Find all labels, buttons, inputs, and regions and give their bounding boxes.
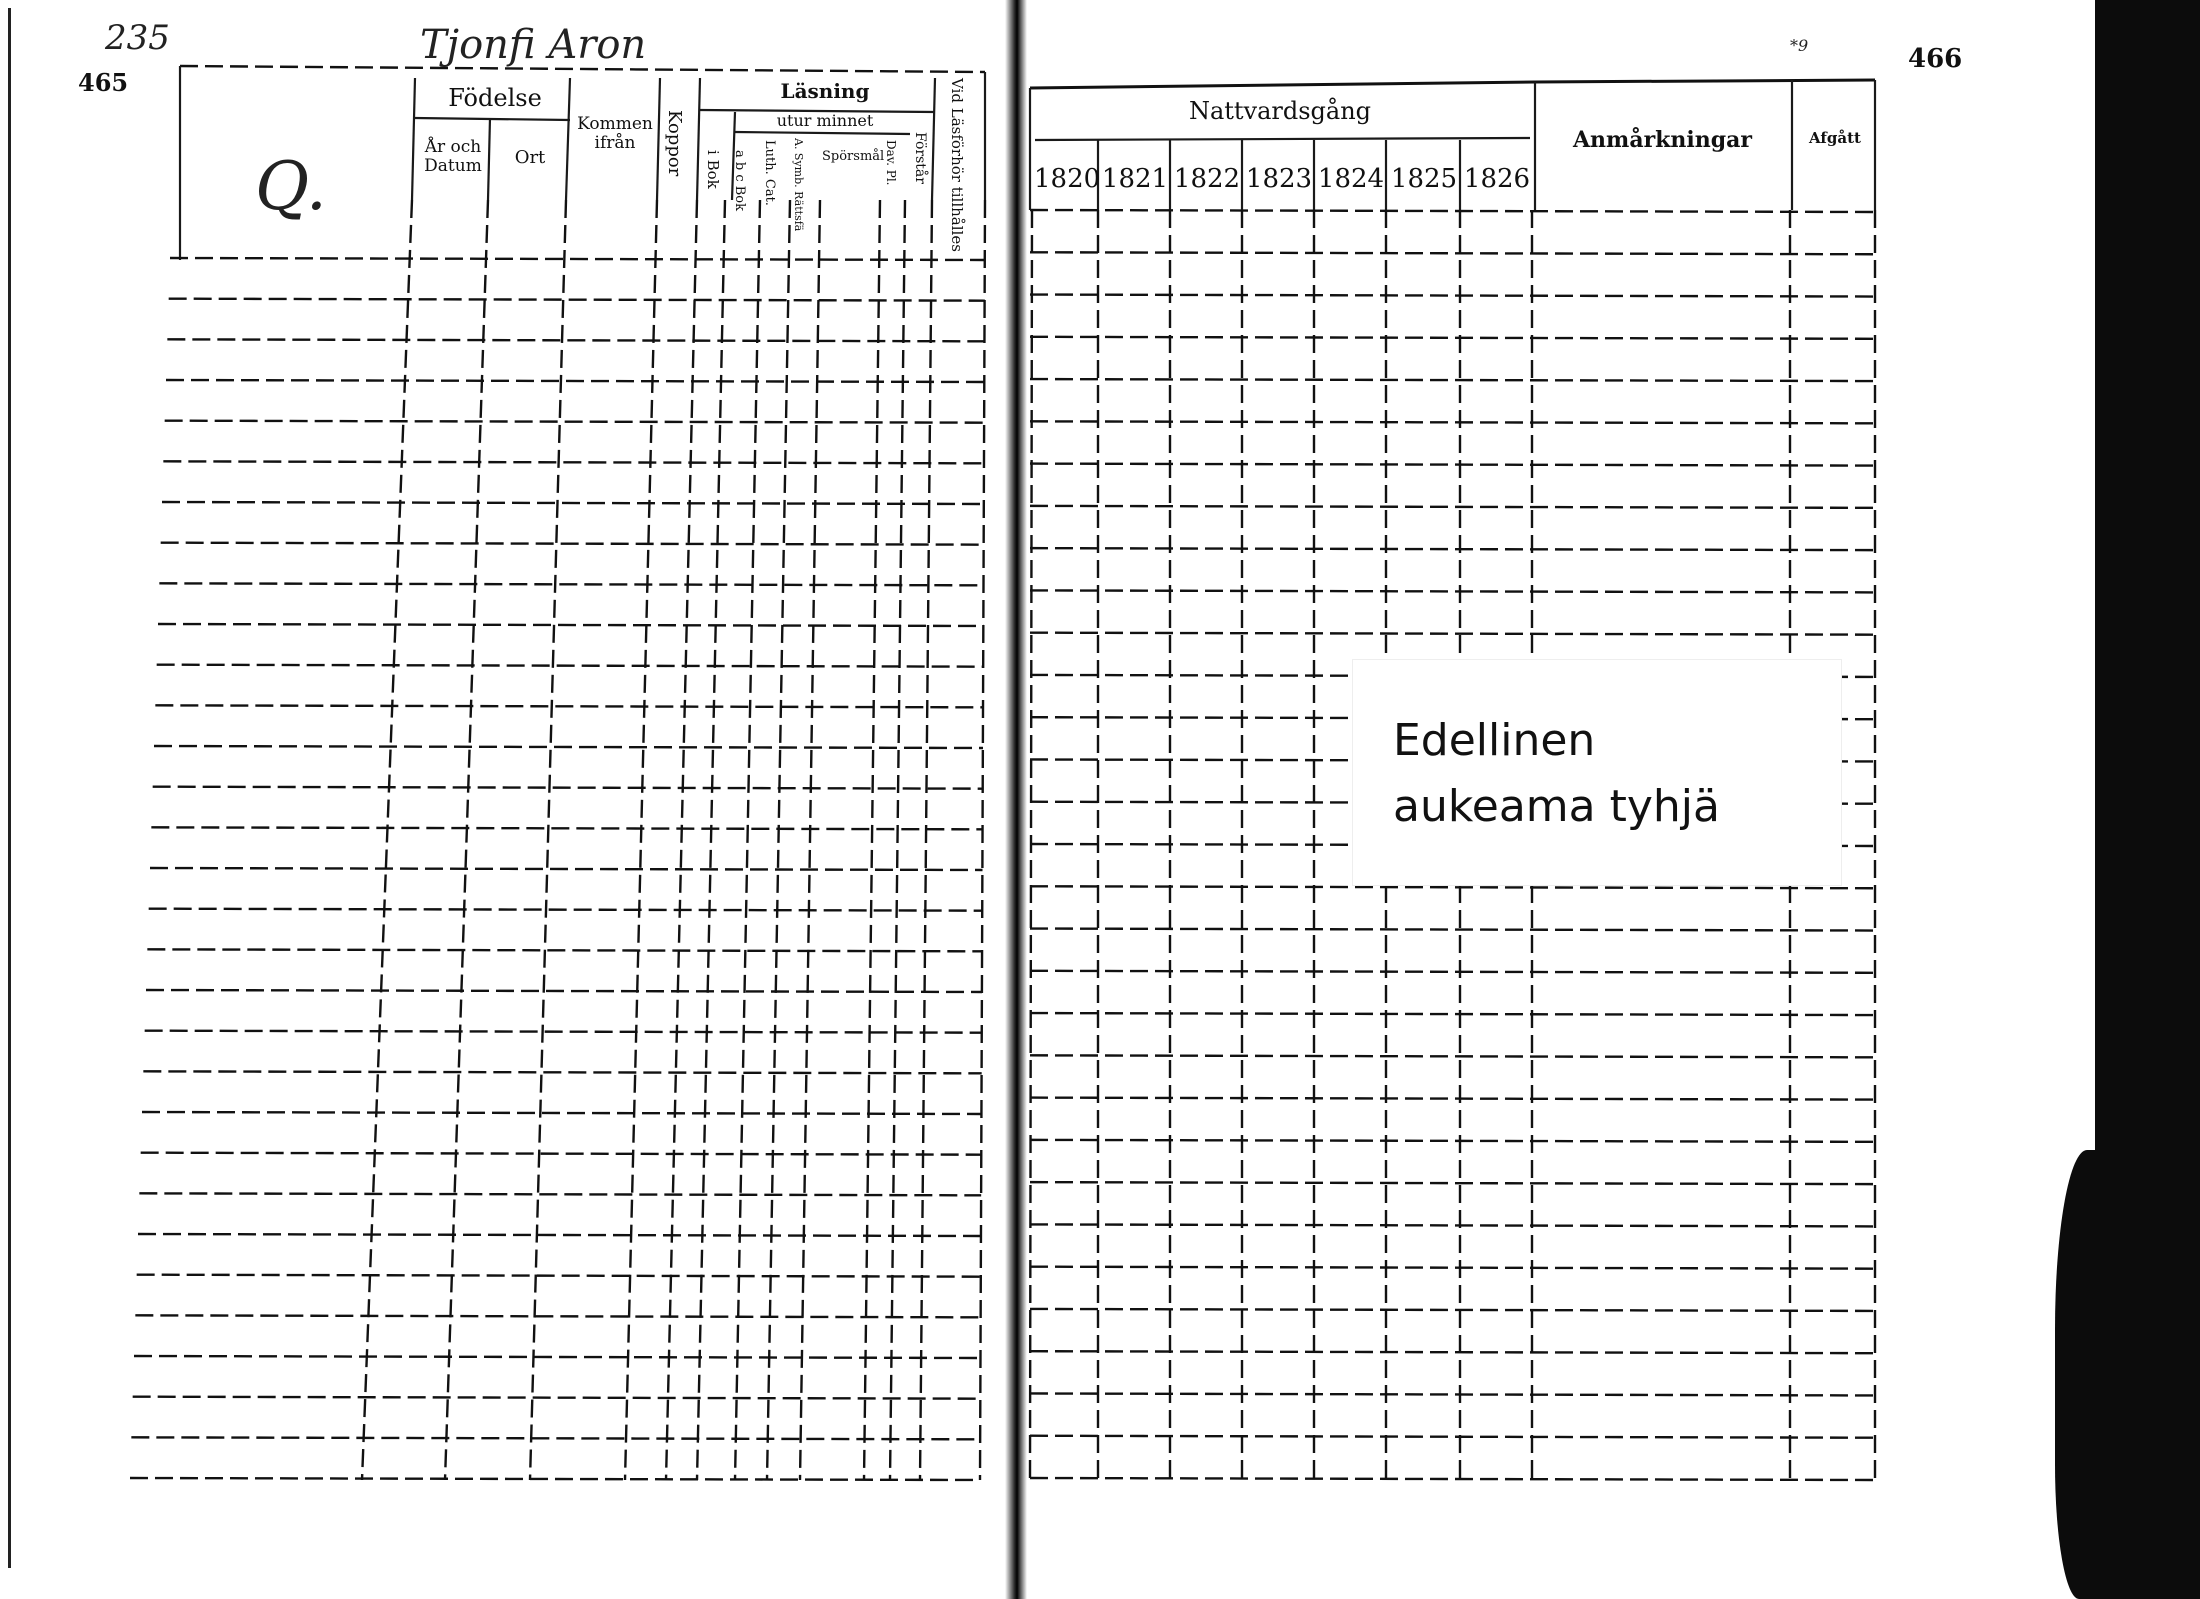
ledger-row-line bbox=[1030, 633, 1875, 635]
ledger-row-line bbox=[1030, 295, 1875, 297]
header-utur-minnet: utur minnet bbox=[776, 111, 874, 130]
ledger-row-line bbox=[149, 909, 983, 911]
ledger-row-line bbox=[157, 665, 984, 667]
year-1826: 1826 bbox=[1463, 164, 1531, 194]
header-koppor: Koppor bbox=[664, 110, 685, 177]
header-luth-cat: Luth. Cat. bbox=[762, 140, 777, 206]
header-a-symb: A. Symb. Rättsfä bbox=[792, 138, 805, 232]
section-letter: Q. bbox=[255, 148, 327, 225]
ledger-row-line bbox=[1030, 379, 1875, 381]
ledger-row-line bbox=[155, 705, 983, 707]
page-number-left: 465 bbox=[78, 68, 129, 97]
ledger-row-line bbox=[1030, 548, 1875, 550]
page-number-right: 466 bbox=[1908, 44, 1963, 74]
header-ort: Ort bbox=[514, 147, 546, 168]
ledger-row-line bbox=[1030, 464, 1875, 466]
ledger-row-line bbox=[130, 1478, 980, 1480]
sticky-note bbox=[1353, 660, 1841, 885]
ledger-row-line bbox=[139, 1193, 981, 1195]
ledger-row-line bbox=[137, 1275, 981, 1277]
ledger-row-line bbox=[161, 543, 984, 545]
header-afgatt: Afgått bbox=[1809, 129, 1861, 147]
ledger-row-line bbox=[158, 624, 984, 626]
ledger-row-line bbox=[135, 1315, 980, 1317]
year-1820: 1820 bbox=[1034, 164, 1101, 194]
header-dav-pl: Dav. Pl. bbox=[884, 140, 898, 186]
ledger-row-line bbox=[146, 990, 982, 992]
header-fodelse: Födelse bbox=[448, 84, 542, 112]
ledger-row-line bbox=[170, 258, 985, 260]
ledger-row-line bbox=[1030, 252, 1875, 254]
ledger-row-line bbox=[141, 1153, 982, 1155]
ledger-row-line bbox=[133, 1397, 981, 1399]
header-sporsmal: Spörsmål bbox=[822, 149, 885, 164]
ledger-row-line bbox=[1030, 971, 1875, 973]
header-kommen-ifran: Kommen ifrån bbox=[577, 114, 653, 153]
ledger-row-line bbox=[1030, 1267, 1875, 1269]
year-1822: 1822 bbox=[1173, 164, 1241, 194]
ledger-row-line bbox=[169, 299, 985, 301]
ledger-row-line bbox=[1030, 1013, 1875, 1015]
header-anmarkningar: Anmårkningar bbox=[1572, 127, 1752, 153]
ledger-row-line bbox=[145, 1031, 982, 1033]
ledger-row-line bbox=[1030, 1351, 1875, 1353]
ledger-row-line bbox=[151, 827, 982, 829]
year-1821: 1821 bbox=[1101, 164, 1169, 194]
ledger-row-line bbox=[163, 461, 984, 463]
ledger-row-line bbox=[162, 502, 984, 504]
year-1823: 1823 bbox=[1245, 164, 1313, 194]
ledger-row-line bbox=[1030, 1182, 1875, 1184]
ledger-row-line bbox=[1030, 1393, 1875, 1395]
ledger-row-line bbox=[1030, 929, 1875, 931]
ledger-row-line bbox=[167, 339, 984, 341]
ledger-row-line bbox=[159, 583, 983, 585]
header-forstar: Förstår bbox=[912, 132, 928, 184]
ledger-row-line bbox=[153, 787, 983, 789]
ledger-row-line bbox=[1030, 337, 1875, 339]
header-lasning: Läsning bbox=[780, 79, 870, 103]
header-i-bok: i Bok bbox=[704, 150, 722, 189]
ledger-row-line bbox=[150, 868, 983, 870]
header-abc-bok: a b c Bok bbox=[732, 150, 747, 212]
ledger-row-line bbox=[1030, 1436, 1875, 1438]
ledger-row-line bbox=[1030, 1140, 1875, 1142]
village-heading: Tjonfi Aron bbox=[420, 22, 647, 68]
ledger-row-line bbox=[1030, 590, 1875, 592]
ledger-row-line bbox=[1030, 1478, 1875, 1480]
ledger-row-line bbox=[165, 421, 985, 423]
ledger-row-line bbox=[147, 949, 982, 951]
ledger-row-line bbox=[143, 1071, 981, 1073]
sticky-note-line1: Edellinen bbox=[1393, 715, 1596, 766]
ledger-row-line bbox=[134, 1356, 981, 1358]
header-nattvardsgang: Nattvardsgång bbox=[1188, 97, 1372, 125]
ledger-row-line bbox=[1030, 1309, 1875, 1311]
ledger-row-line bbox=[1030, 506, 1875, 508]
year-1825: 1825 bbox=[1390, 164, 1458, 194]
ledger-row-line bbox=[1030, 1224, 1875, 1226]
sticky-note-line2: aukeama tyhjä bbox=[1393, 781, 1720, 832]
year-1824: 1824 bbox=[1317, 164, 1385, 194]
ledger-row-line bbox=[1030, 886, 1875, 888]
ledger-row-line bbox=[166, 380, 985, 382]
ledger-row-line bbox=[131, 1437, 980, 1439]
ledger-row-line bbox=[154, 746, 983, 748]
header-vid-lasforhor: Vid Läsförhör tillhålles bbox=[948, 78, 966, 252]
ledger-row-line bbox=[1030, 1055, 1875, 1057]
corner-mark: *9 bbox=[1790, 36, 1809, 55]
ledger-row-line bbox=[138, 1234, 981, 1236]
ledger-row-line bbox=[1030, 1098, 1875, 1100]
ledger-row-line bbox=[1030, 421, 1875, 423]
header-ar-och-datum: År och Datum bbox=[424, 137, 482, 176]
ledger-row-line bbox=[1030, 210, 1875, 212]
page-number-pencil: 235 bbox=[105, 18, 170, 58]
ledger-row-line bbox=[142, 1112, 982, 1114]
